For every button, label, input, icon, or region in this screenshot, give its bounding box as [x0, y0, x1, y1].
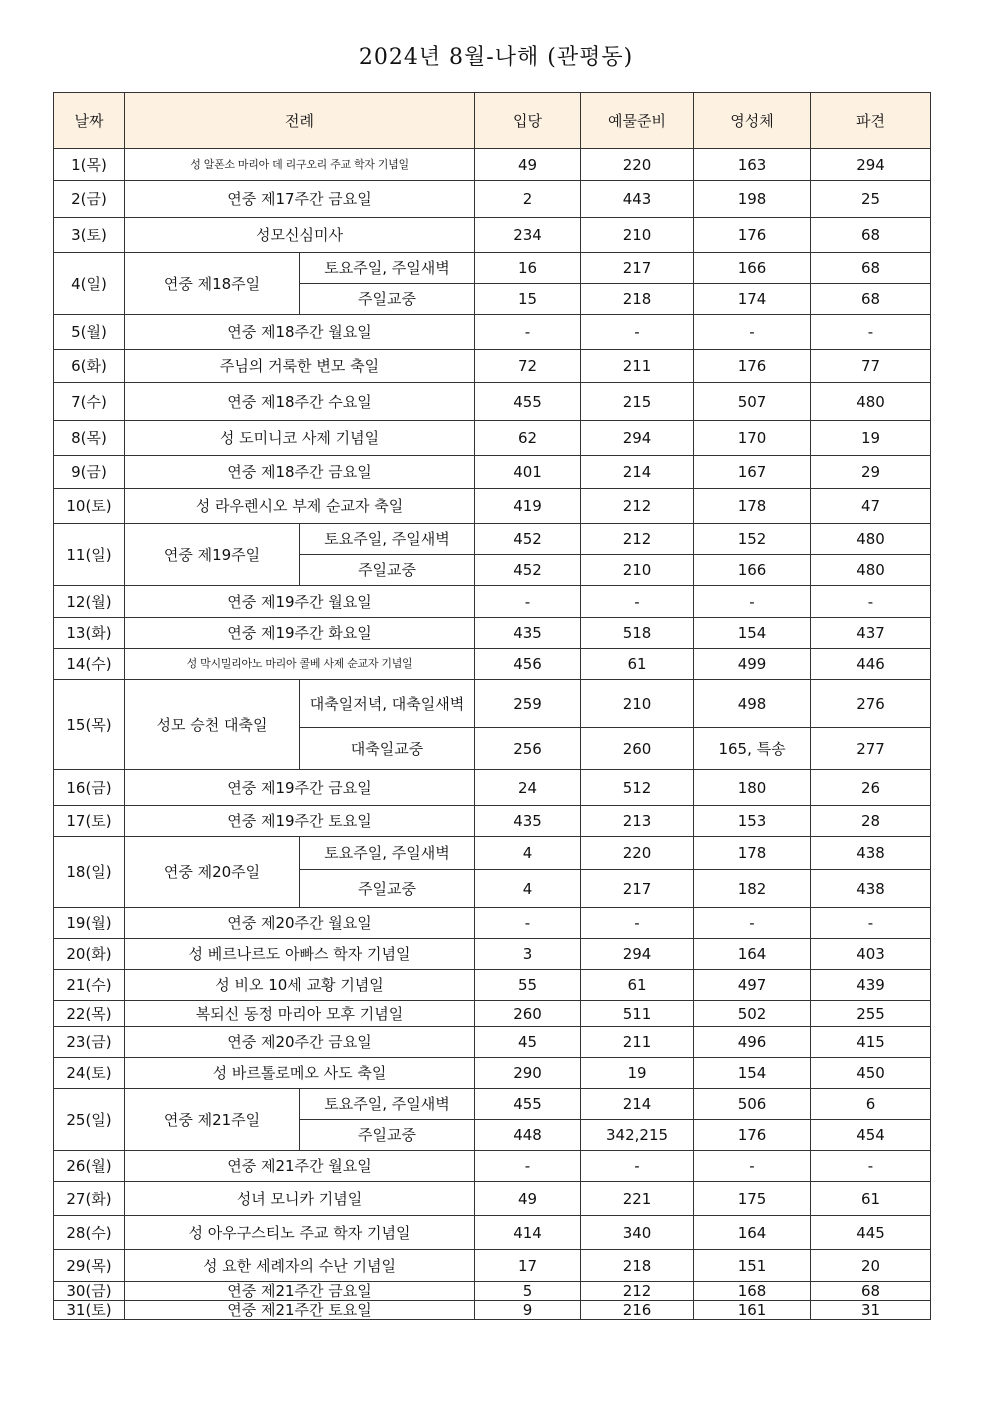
dismissal-cell: 415 [811, 1027, 931, 1058]
entrance-cell: 49 [475, 149, 581, 181]
communion-cell: 502 [694, 1001, 811, 1027]
liturgy-cell: 성 알폰소 마리아 데 리구오리 주교 학자 기념일 [125, 149, 475, 181]
table-row [54, 456, 931, 489]
dismissal-cell: 255 [811, 1001, 931, 1027]
date-cell: 6(화) [54, 350, 125, 383]
table-row [54, 218, 931, 253]
offertory-cell: 211 [581, 1027, 694, 1058]
table-row [54, 908, 931, 939]
dismissal-cell: - [811, 586, 931, 618]
offertory-cell: 294 [581, 939, 694, 970]
offertory-cell: 220 [581, 149, 694, 181]
dismissal-cell: 29 [811, 456, 931, 489]
dismissal-cell: 28 [811, 806, 931, 837]
date-cell: 14(수) [54, 649, 125, 680]
entrance-cell: 455 [475, 383, 581, 421]
communion-cell: 498 [694, 680, 811, 728]
dismissal-cell: 480 [811, 555, 931, 586]
liturgy-cell: 성 아우구스티노 주교 학자 기념일 [125, 1216, 475, 1250]
communion-cell: 170 [694, 421, 811, 456]
dismissal-cell: 480 [811, 383, 931, 421]
entrance-cell: - [475, 1151, 581, 1182]
communion-cell: 167 [694, 456, 811, 489]
dismissal-cell: - [811, 908, 931, 939]
offertory-cell: 61 [581, 649, 694, 680]
offertory-cell: 443 [581, 181, 694, 218]
offertory-cell: 511 [581, 1001, 694, 1027]
header-offertory: 예물준비 [581, 93, 694, 149]
dismissal-cell: 277 [811, 728, 931, 770]
liturgy-cell: 성녀 모니카 기념일 [125, 1182, 475, 1216]
communion-cell: - [694, 1151, 811, 1182]
table-row [54, 1089, 931, 1120]
date-cell: 2(금) [54, 181, 125, 218]
communion-cell: 178 [694, 489, 811, 524]
offertory-cell: 217 [581, 253, 694, 284]
communion-cell: 168 [694, 1282, 811, 1301]
date-cell: 9(금) [54, 456, 125, 489]
entrance-cell: - [475, 315, 581, 350]
liturgy-cell: 연중 제21주간 금요일 [125, 1282, 475, 1301]
header-liturgy: 전례 [125, 93, 475, 149]
offertory-cell: 512 [581, 770, 694, 806]
mass-type-cell: 토요주일, 주일새벽 [300, 837, 475, 870]
date-cell: 21(수) [54, 970, 125, 1001]
date-cell: 10(토) [54, 489, 125, 524]
communion-cell: 496 [694, 1027, 811, 1058]
offertory-cell: 212 [581, 489, 694, 524]
schedule-table [53, 92, 931, 1320]
liturgy-cell: 성 라우렌시오 부제 순교자 축일 [125, 489, 475, 524]
liturgy-cell: 연중 제18주간 금요일 [125, 456, 475, 489]
offertory-cell: 518 [581, 618, 694, 649]
mass-type-cell: 주일교중 [300, 870, 475, 908]
date-cell: 23(금) [54, 1027, 125, 1058]
offertory-cell: - [581, 586, 694, 618]
table-row [54, 383, 931, 421]
liturgy-cell: 연중 제19주간 금요일 [125, 770, 475, 806]
communion-cell: 507 [694, 383, 811, 421]
offertory-cell: 213 [581, 806, 694, 837]
liturgy-cell: 성 요한 세례자의 수난 기념일 [125, 1250, 475, 1282]
dismissal-cell: 276 [811, 680, 931, 728]
table-row [54, 1027, 931, 1058]
date-cell: 12(월) [54, 586, 125, 618]
entrance-cell: 452 [475, 524, 581, 555]
entrance-cell: 259 [475, 680, 581, 728]
date-cell: 19(월) [54, 908, 125, 939]
entrance-cell: 260 [475, 1001, 581, 1027]
dismissal-cell: 19 [811, 421, 931, 456]
dismissal-cell: 31 [811, 1301, 931, 1320]
date-cell: 29(목) [54, 1250, 125, 1282]
communion-cell: 166 [694, 253, 811, 284]
liturgy-cell: 성 바르톨로메오 사도 축일 [125, 1058, 475, 1089]
offertory-cell: 340 [581, 1216, 694, 1250]
liturgy-cell: 성 도미니코 사제 기념일 [125, 421, 475, 456]
entrance-cell: 4 [475, 870, 581, 908]
table-row [54, 970, 931, 1001]
liturgy-cell: 연중 제20주간 월요일 [125, 908, 475, 939]
offertory-cell: 215 [581, 383, 694, 421]
table-row [54, 649, 931, 680]
entrance-cell: 15 [475, 284, 581, 315]
entrance-cell: 455 [475, 1089, 581, 1120]
table-row [54, 350, 931, 383]
communion-cell: 176 [694, 350, 811, 383]
communion-cell: 161 [694, 1301, 811, 1320]
table-row [54, 806, 931, 837]
table-row [54, 1216, 931, 1250]
offertory-cell: 211 [581, 350, 694, 383]
offertory-cell: 214 [581, 456, 694, 489]
table-row [54, 149, 931, 181]
entrance-cell: 5 [475, 1282, 581, 1301]
liturgy-cell: 주님의 거룩한 변모 축일 [125, 350, 475, 383]
offertory-cell: - [581, 315, 694, 350]
dismissal-cell: 77 [811, 350, 931, 383]
table-row [54, 524, 931, 555]
header-communion: 영성체 [694, 93, 811, 149]
communion-cell: 175 [694, 1182, 811, 1216]
offertory-cell: 216 [581, 1301, 694, 1320]
offertory-cell: 19 [581, 1058, 694, 1089]
entrance-cell: 414 [475, 1216, 581, 1250]
dismissal-cell: 438 [811, 837, 931, 870]
offertory-cell: 210 [581, 680, 694, 728]
communion-cell: 174 [694, 284, 811, 315]
entrance-cell: 3 [475, 939, 581, 970]
liturgy-cell: 연중 제19주일 [125, 524, 300, 586]
entrance-cell: - [475, 586, 581, 618]
header-row [54, 93, 931, 149]
offertory-cell: 212 [581, 1282, 694, 1301]
offertory-cell: 212 [581, 524, 694, 555]
table-body [54, 149, 931, 1320]
entrance-cell: 435 [475, 618, 581, 649]
communion-cell: 163 [694, 149, 811, 181]
entrance-cell: 256 [475, 728, 581, 770]
entrance-cell: 2 [475, 181, 581, 218]
entrance-cell: 290 [475, 1058, 581, 1089]
liturgy-cell: 연중 제21주일 [125, 1089, 300, 1151]
liturgy-cell: 연중 제18주간 월요일 [125, 315, 475, 350]
offertory-cell: 294 [581, 421, 694, 456]
date-cell: 7(수) [54, 383, 125, 421]
mass-type-cell: 토요주일, 주일새벽 [300, 1089, 475, 1120]
communion-cell: 154 [694, 618, 811, 649]
entrance-cell: 16 [475, 253, 581, 284]
entrance-cell: 448 [475, 1120, 581, 1151]
entrance-cell: 62 [475, 421, 581, 456]
entrance-cell: 17 [475, 1250, 581, 1282]
communion-cell: - [694, 315, 811, 350]
liturgy-cell: 연중 제19주간 월요일 [125, 586, 475, 618]
date-cell: 5(월) [54, 315, 125, 350]
table-row [54, 489, 931, 524]
liturgy-cell: 연중 제18주간 수요일 [125, 383, 475, 421]
communion-cell: 164 [694, 1216, 811, 1250]
table-row [54, 181, 931, 218]
mass-type-cell: 토요주일, 주일새벽 [300, 253, 475, 284]
communion-cell: 499 [694, 649, 811, 680]
offertory-cell: 218 [581, 284, 694, 315]
page-title: 2024년 8월-나해 (관평동) [358, 45, 634, 70]
date-cell: 25(일) [54, 1089, 125, 1151]
date-cell: 27(화) [54, 1182, 125, 1216]
header-entrance: 입당 [475, 93, 581, 149]
communion-cell: 176 [694, 1120, 811, 1151]
liturgy-cell: 성 비오 10세 교황 기념일 [125, 970, 475, 1001]
communion-cell: 180 [694, 770, 811, 806]
liturgy-cell: 복되신 동정 마리아 모후 기념일 [125, 1001, 475, 1027]
table-row [54, 315, 931, 350]
date-cell: 26(월) [54, 1151, 125, 1182]
communion-cell: 506 [694, 1089, 811, 1120]
dismissal-cell: 68 [811, 284, 931, 315]
liturgy-cell: 성모 승천 대축일 [125, 680, 300, 770]
header-dismissal: 파견 [811, 93, 931, 149]
entrance-cell: 45 [475, 1027, 581, 1058]
date-cell: 13(화) [54, 618, 125, 649]
mass-type-cell: 대축일교중 [300, 728, 475, 770]
dismissal-cell: - [811, 315, 931, 350]
communion-cell: 151 [694, 1250, 811, 1282]
dismissal-cell: 450 [811, 1058, 931, 1089]
table-row [54, 421, 931, 456]
liturgy-cell: 연중 제20주일 [125, 837, 300, 908]
dismissal-cell: 446 [811, 649, 931, 680]
entrance-cell: 452 [475, 555, 581, 586]
header-date: 날짜 [54, 93, 125, 149]
dismissal-cell: 68 [811, 253, 931, 284]
entrance-cell: 401 [475, 456, 581, 489]
communion-cell: 166 [694, 555, 811, 586]
liturgy-cell: 연중 제17주간 금요일 [125, 181, 475, 218]
date-cell: 24(토) [54, 1058, 125, 1089]
table-row [54, 1058, 931, 1089]
table-row [54, 618, 931, 649]
date-cell: 11(일) [54, 524, 125, 586]
liturgy-cell: 연중 제18주일 [125, 253, 300, 315]
entrance-cell: 4 [475, 837, 581, 870]
table-row [54, 1282, 931, 1301]
table-row [54, 939, 931, 970]
date-cell: 28(수) [54, 1216, 125, 1250]
dismissal-cell: 480 [811, 524, 931, 555]
dismissal-cell: 68 [811, 218, 931, 253]
communion-cell: 165, 특송 [694, 728, 811, 770]
date-cell: 18(일) [54, 837, 125, 908]
dismissal-cell: 403 [811, 939, 931, 970]
dismissal-cell: - [811, 1151, 931, 1182]
communion-cell: 178 [694, 837, 811, 870]
date-cell: 3(토) [54, 218, 125, 253]
dismissal-cell: 20 [811, 1250, 931, 1282]
entrance-cell: 456 [475, 649, 581, 680]
liturgy-cell: 성모신심미사 [125, 218, 475, 253]
liturgy-cell: 성 막시밀리아노 마리아 콜베 사제 순교자 기념일 [125, 649, 475, 680]
communion-cell: 164 [694, 939, 811, 970]
table-row [54, 837, 931, 870]
liturgy-cell: 성 베르나르도 아빠스 학자 기념일 [125, 939, 475, 970]
entrance-cell: 234 [475, 218, 581, 253]
communion-cell: 497 [694, 970, 811, 1001]
table-row [54, 1151, 931, 1182]
communion-cell: - [694, 586, 811, 618]
table-row [54, 1182, 931, 1216]
dismissal-cell: 437 [811, 618, 931, 649]
date-cell: 16(금) [54, 770, 125, 806]
table-row [54, 680, 931, 728]
entrance-cell: - [475, 908, 581, 939]
entrance-cell: 419 [475, 489, 581, 524]
dismissal-cell: 25 [811, 181, 931, 218]
offertory-cell: 220 [581, 837, 694, 870]
communion-cell: 176 [694, 218, 811, 253]
dismissal-cell: 294 [811, 149, 931, 181]
date-cell: 8(목) [54, 421, 125, 456]
dismissal-cell: 454 [811, 1120, 931, 1151]
table-row [54, 1001, 931, 1027]
date-cell: 22(목) [54, 1001, 125, 1027]
mass-type-cell: 주일교중 [300, 1120, 475, 1151]
communion-cell: 152 [694, 524, 811, 555]
offertory-cell: 221 [581, 1182, 694, 1216]
dismissal-cell: 47 [811, 489, 931, 524]
liturgy-cell: 연중 제20주간 금요일 [125, 1027, 475, 1058]
dismissal-cell: 68 [811, 1282, 931, 1301]
mass-type-cell: 주일교중 [300, 555, 475, 586]
liturgy-cell: 연중 제21주간 월요일 [125, 1151, 475, 1182]
entrance-cell: 49 [475, 1182, 581, 1216]
entrance-cell: 72 [475, 350, 581, 383]
liturgy-cell: 연중 제21주간 토요일 [125, 1301, 475, 1320]
entrance-cell: 9 [475, 1301, 581, 1320]
offertory-cell: 218 [581, 1250, 694, 1282]
offertory-cell: 61 [581, 970, 694, 1001]
entrance-cell: 55 [475, 970, 581, 1001]
mass-type-cell: 대축일저녁, 대축일새벽 [300, 680, 475, 728]
liturgy-cell: 연중 제19주간 화요일 [125, 618, 475, 649]
offertory-cell: 260 [581, 728, 694, 770]
table-row [54, 586, 931, 618]
dismissal-cell: 61 [811, 1182, 931, 1216]
offertory-cell: 210 [581, 218, 694, 253]
communion-cell: 182 [694, 870, 811, 908]
offertory-cell: 342,215 [581, 1120, 694, 1151]
communion-cell: 154 [694, 1058, 811, 1089]
entrance-cell: 24 [475, 770, 581, 806]
dismissal-cell: 6 [811, 1089, 931, 1120]
date-cell: 30(금) [54, 1282, 125, 1301]
date-cell: 17(토) [54, 806, 125, 837]
table-row [54, 770, 931, 806]
date-cell: 31(토) [54, 1301, 125, 1320]
liturgy-cell: 연중 제19주간 토요일 [125, 806, 475, 837]
date-cell: 4(일) [54, 253, 125, 315]
table-row [54, 253, 931, 284]
dismissal-cell: 438 [811, 870, 931, 908]
communion-cell: 198 [694, 181, 811, 218]
mass-type-cell: 주일교중 [300, 284, 475, 315]
dismissal-cell: 445 [811, 1216, 931, 1250]
offertory-cell: - [581, 1151, 694, 1182]
date-cell: 15(목) [54, 680, 125, 770]
offertory-cell: 214 [581, 1089, 694, 1120]
offertory-cell: 210 [581, 555, 694, 586]
table-row [54, 1301, 931, 1320]
entrance-cell: 435 [475, 806, 581, 837]
communion-cell: - [694, 908, 811, 939]
communion-cell: 153 [694, 806, 811, 837]
table-row [54, 1250, 931, 1282]
offertory-cell: 217 [581, 870, 694, 908]
offertory-cell: - [581, 908, 694, 939]
date-cell: 20(화) [54, 939, 125, 970]
date-cell: 1(목) [54, 149, 125, 181]
dismissal-cell: 439 [811, 970, 931, 1001]
mass-type-cell: 토요주일, 주일새벽 [300, 524, 475, 555]
dismissal-cell: 26 [811, 770, 931, 806]
